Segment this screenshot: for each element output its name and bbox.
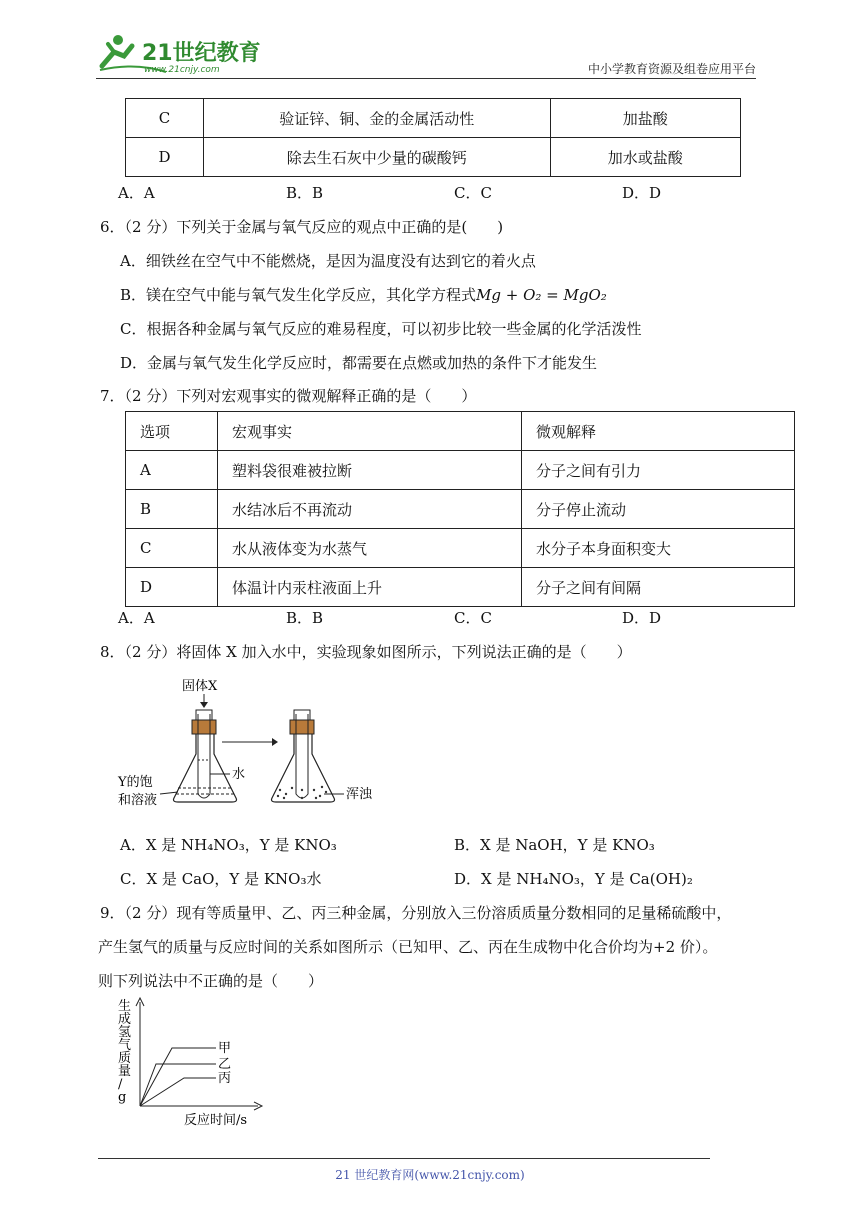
q7-stem: 7．（2 分）下列对宏观事实的微观解释正确的是（ ） <box>100 387 477 405</box>
logo-text: 21世纪教育 <box>142 41 261 66</box>
table-header-cell: 宏观事实 <box>218 412 522 451</box>
q6-option-d[interactable]: D．金属与氧气发生化学反应时，都需要在点燃或加热的条件下才能发生 <box>120 354 598 372</box>
table-cell: 分子停止流动 <box>522 490 795 529</box>
table-cell: 加水或盐酸 <box>550 138 741 177</box>
legend-yi: 乙 <box>218 1057 232 1072</box>
q8-stem: 8．（2 分）将固体 X 加入水中，实验现象如图所示，下列说法正确的是（ ） <box>100 643 632 661</box>
table-row <box>126 138 741 177</box>
q6-option-b[interactable] <box>120 284 607 305</box>
q8-option-b[interactable]: B．X 是 NaOH，Y 是 KNO₃ <box>454 836 655 854</box>
table-cell: D <box>126 138 204 177</box>
table-row <box>126 529 795 568</box>
y-axis-label-char: 质 <box>118 1051 132 1066</box>
table-cell: 除去生石灰中少量的碳酸钙 <box>204 138 550 177</box>
table-cell: 分子之间有引力 <box>522 451 795 490</box>
label-water: 水 <box>232 767 246 782</box>
q6-stem: 6．（2 分）下列关于金属与氧气反应的观点中正确的是( ) <box>100 218 504 236</box>
q5-option-d[interactable]: D．D <box>622 184 662 202</box>
logo-url: www.21cnjy.com <box>144 65 220 75</box>
y-axis-label-char: 量 <box>118 1064 132 1079</box>
hydrogen-mass-chart <box>112 996 272 1126</box>
q7-option-a[interactable]: A．A <box>118 609 155 627</box>
q9-stem-line2: 产生氢气的质量与反应时间的关系如图所示（已知甲、乙、丙在生成物中化合价均为+2 价）。 <box>98 938 718 956</box>
table-cell: B <box>126 490 218 529</box>
table-cell: 加盐酸 <box>550 99 741 138</box>
q7-option-b[interactable]: B．B <box>286 609 324 627</box>
table-cell: A <box>126 451 218 490</box>
q9-stem-line3: 则下列说法中不正确的是（ ） <box>98 972 324 990</box>
label-turbid: 浑浊 <box>346 787 373 802</box>
table-cell: 体温计内汞柱液面上升 <box>218 568 522 607</box>
table-cell: C <box>126 529 218 568</box>
table-header-row <box>126 412 795 451</box>
table-cell: 水分子本身面积变大 <box>522 529 795 568</box>
runner-logo-icon <box>96 32 266 76</box>
label-y-solution-line2: 和溶液 <box>118 793 158 808</box>
q6-option-b-text: B．镁在空气中能与氧气发生化学反应，其化学方程式 <box>120 286 477 304</box>
table-header-cell: 微观解释 <box>522 412 795 451</box>
table-row <box>126 451 795 490</box>
options-table-top <box>125 98 741 177</box>
table-row <box>126 490 795 529</box>
y-axis-label-char: 成 <box>118 1012 132 1027</box>
footer-divider <box>98 1158 710 1159</box>
q7-table <box>125 411 795 607</box>
y-axis-label-char: / <box>118 1077 123 1092</box>
table-row <box>126 568 795 607</box>
q7-option-d[interactable]: D．D <box>622 609 662 627</box>
legend-jia: 甲 <box>218 1041 232 1056</box>
table-cell: 分子之间有间隔 <box>522 568 795 607</box>
q8-option-d[interactable]: D．X 是 NH₄NO₃，Y 是 Ca(OH)₂ <box>454 870 693 888</box>
y-axis-label <box>118 998 131 1105</box>
site-name: 中小学教育资源及组卷应用平台 <box>587 62 756 76</box>
table-cell: D <box>126 568 218 607</box>
table-cell: 水从液体变为水蒸气 <box>218 529 522 568</box>
table-cell: 水结冰后不再流动 <box>218 490 522 529</box>
series-line-bing <box>140 1078 216 1106</box>
table-cell: C <box>126 99 204 138</box>
label-solid-x: 固体X <box>182 679 218 694</box>
q6-equation: Mg + O₂ = MgO₂ <box>476 286 607 304</box>
site-logo <box>96 32 266 76</box>
table-row <box>126 99 741 138</box>
x-axis-label: 反应时间/s <box>184 1113 248 1126</box>
q5-option-a[interactable]: A．A <box>118 184 155 202</box>
q8-option-c[interactable]: C．X 是 CaO，Y 是 KNO₃水 <box>120 870 322 888</box>
table-header-cell: 选项 <box>126 412 218 451</box>
q6-option-c[interactable]: C．根据各种金属与氧气反应的难易程度，可以初步比较一些金属的化学活泼性 <box>120 320 642 338</box>
q6-option-a[interactable]: A．细铁丝在空气中不能燃烧，是因为温度没有达到它的着火点 <box>120 252 536 270</box>
q5-option-b[interactable]: B．B <box>286 184 324 202</box>
table-cell: 验证锌、铜、金的金属活动性 <box>204 99 550 138</box>
legend-bing: 丙 <box>218 1071 232 1086</box>
label-y-solution-line1: Y的饱 <box>118 775 153 790</box>
y-axis-label-char: g <box>118 1090 127 1105</box>
q5-option-c[interactable]: C．C <box>454 184 492 202</box>
q8-option-a[interactable]: A．X 是 NH₄NO₃，Y 是 KNO₃ <box>120 836 337 854</box>
flask-experiment-figure <box>116 674 396 814</box>
header-divider <box>96 78 756 79</box>
q9-stem-line1: 9．（2 分）现有等质量甲、乙、丙三种金属，分别放入三份溶质质量分数相同的足量稀硫酸中， <box>100 904 732 922</box>
y-axis-label-char: 氢 <box>118 1025 132 1040</box>
table-cell: 塑料袋很难被拉断 <box>218 451 522 490</box>
y-axis-label-char: 气 <box>118 1038 132 1053</box>
q7-option-c[interactable]: C．C <box>454 609 492 627</box>
footer-text: 21 世纪教育网(www.21cnjy.com) <box>335 1168 525 1182</box>
y-axis-label-char: 生 <box>118 999 132 1014</box>
